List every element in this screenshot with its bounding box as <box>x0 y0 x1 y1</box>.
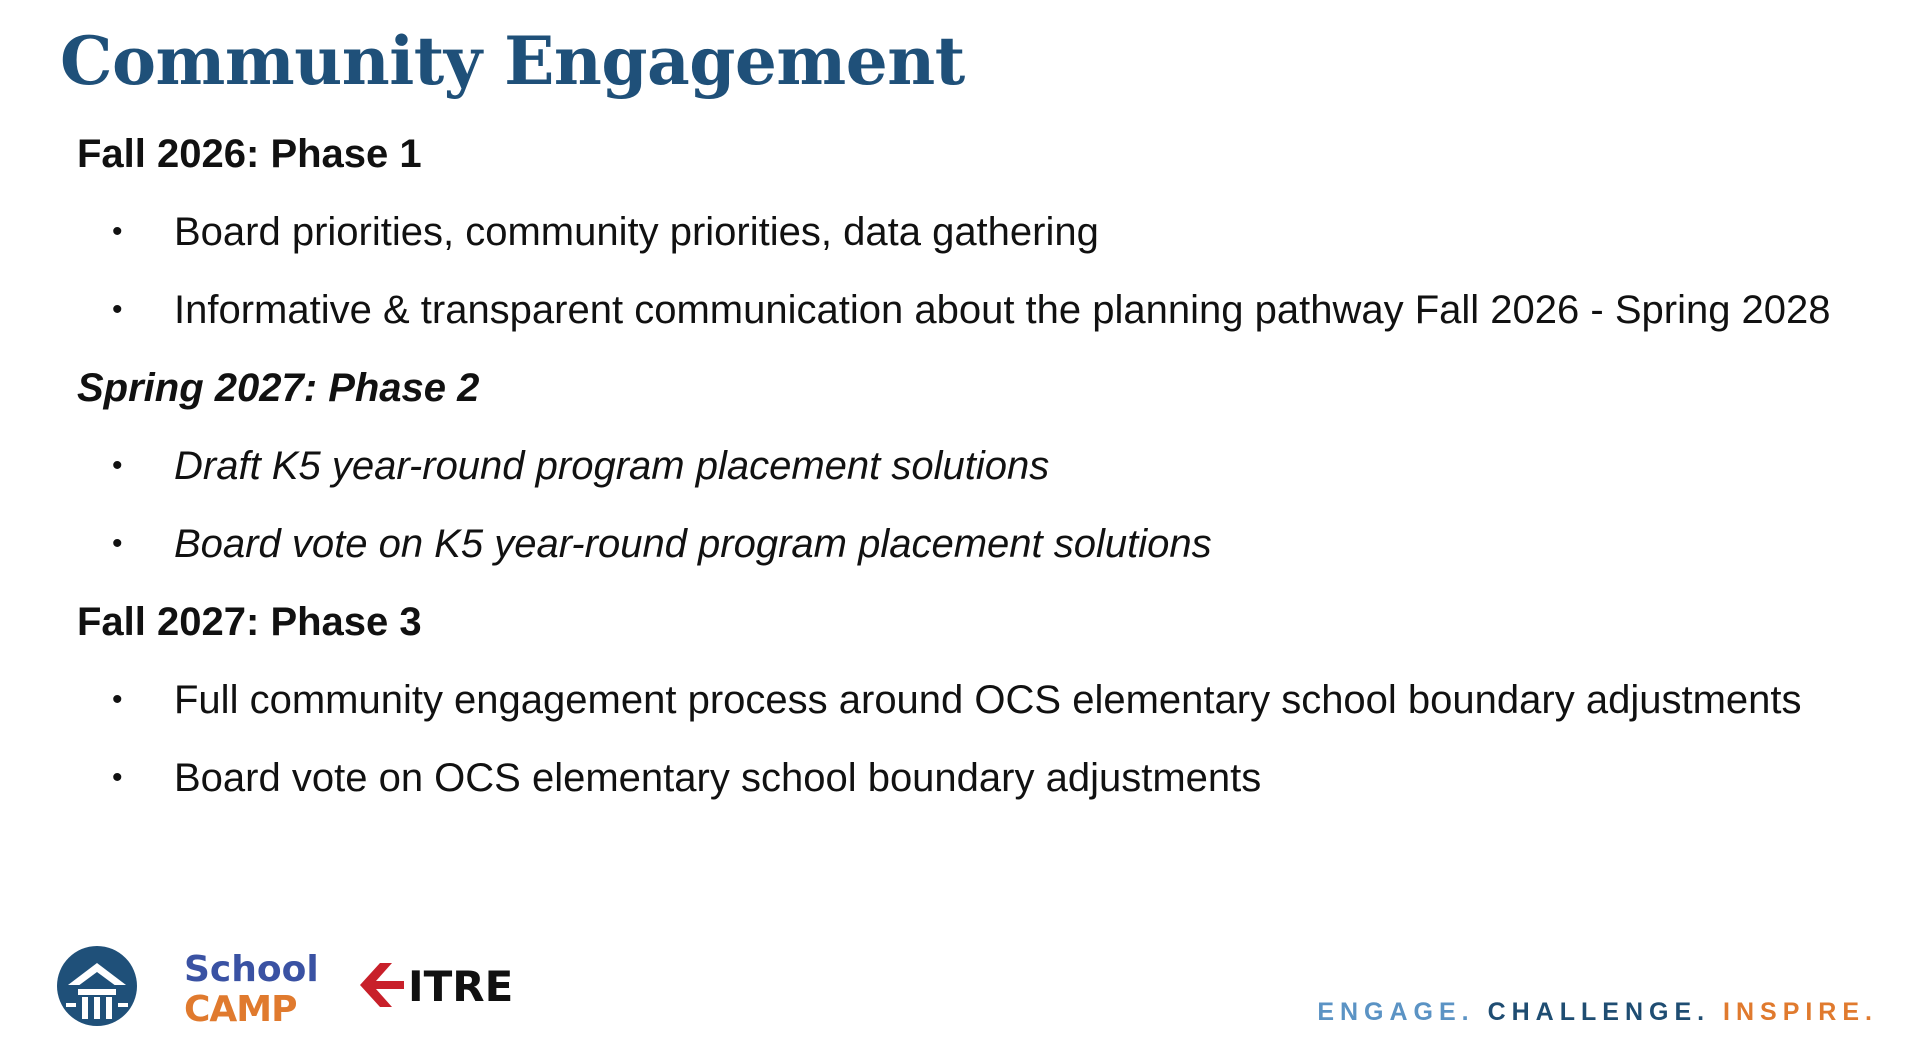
phase-2 <box>77 362 1867 570</box>
tagline <box>1317 998 1878 1027</box>
bullet-dot-icon: • <box>112 293 123 326</box>
bullet-item <box>77 440 1867 492</box>
schoolcamp-logo-bottom-text: CAMP <box>184 989 297 1027</box>
bullet-list <box>77 440 1867 570</box>
bullet-text: Board vote on K5 year-round program placement solutions <box>174 522 1212 566</box>
bullet-item <box>77 284 1867 336</box>
phase-heading: Spring 2027: Phase 2 <box>77 366 480 410</box>
bullet-list <box>77 674 1867 804</box>
schoolcamp-logo-icon <box>182 945 328 1027</box>
schoolcamp-logo-top-text: School <box>184 949 319 990</box>
bullet-item <box>77 206 1867 258</box>
bullet-item <box>77 518 1867 570</box>
tagline-challenge: CHALLENGE. <box>1487 998 1711 1026</box>
bullet-dot-icon: • <box>112 683 123 716</box>
bullet-text: Board vote on OCS elementary school boundary adjustments <box>174 756 1262 800</box>
itre-logo-text: ITRE <box>408 962 514 1011</box>
slide-title: Community Engagement <box>60 22 965 100</box>
bullet-text: Full community engagement process around OCS elementary school boundary adjustments <box>174 678 1802 722</box>
bullet-dot-icon: • <box>112 761 123 794</box>
bullet-text: Informative & transparent communication about the planning pathway Fall 2026 - Spring 2028 <box>174 288 1831 332</box>
bullet-item <box>77 674 1867 726</box>
slide-content <box>77 128 1867 804</box>
bullet-dot-icon: • <box>112 527 123 560</box>
bullet-list <box>77 206 1867 336</box>
ocs-logo-icon <box>56 945 138 1027</box>
phase-3 <box>77 596 1867 804</box>
phase-heading: Fall 2027: Phase 3 <box>77 600 422 644</box>
phase-1 <box>77 128 1867 336</box>
bullet-dot-icon: • <box>112 449 123 482</box>
itre-logo-icon <box>356 957 524 1013</box>
bullet-text: Draft K5 year-round program placement solutions <box>174 444 1050 488</box>
phase-heading: Fall 2026: Phase 1 <box>77 132 422 176</box>
bullet-text: Board priorities, community priorities, data gathering <box>174 210 1099 254</box>
bullet-item <box>77 752 1867 804</box>
bullet-dot-icon: • <box>112 215 123 248</box>
tagline-inspire: INSPIRE. <box>1723 998 1878 1026</box>
tagline-engage: ENGAGE. <box>1317 998 1475 1026</box>
